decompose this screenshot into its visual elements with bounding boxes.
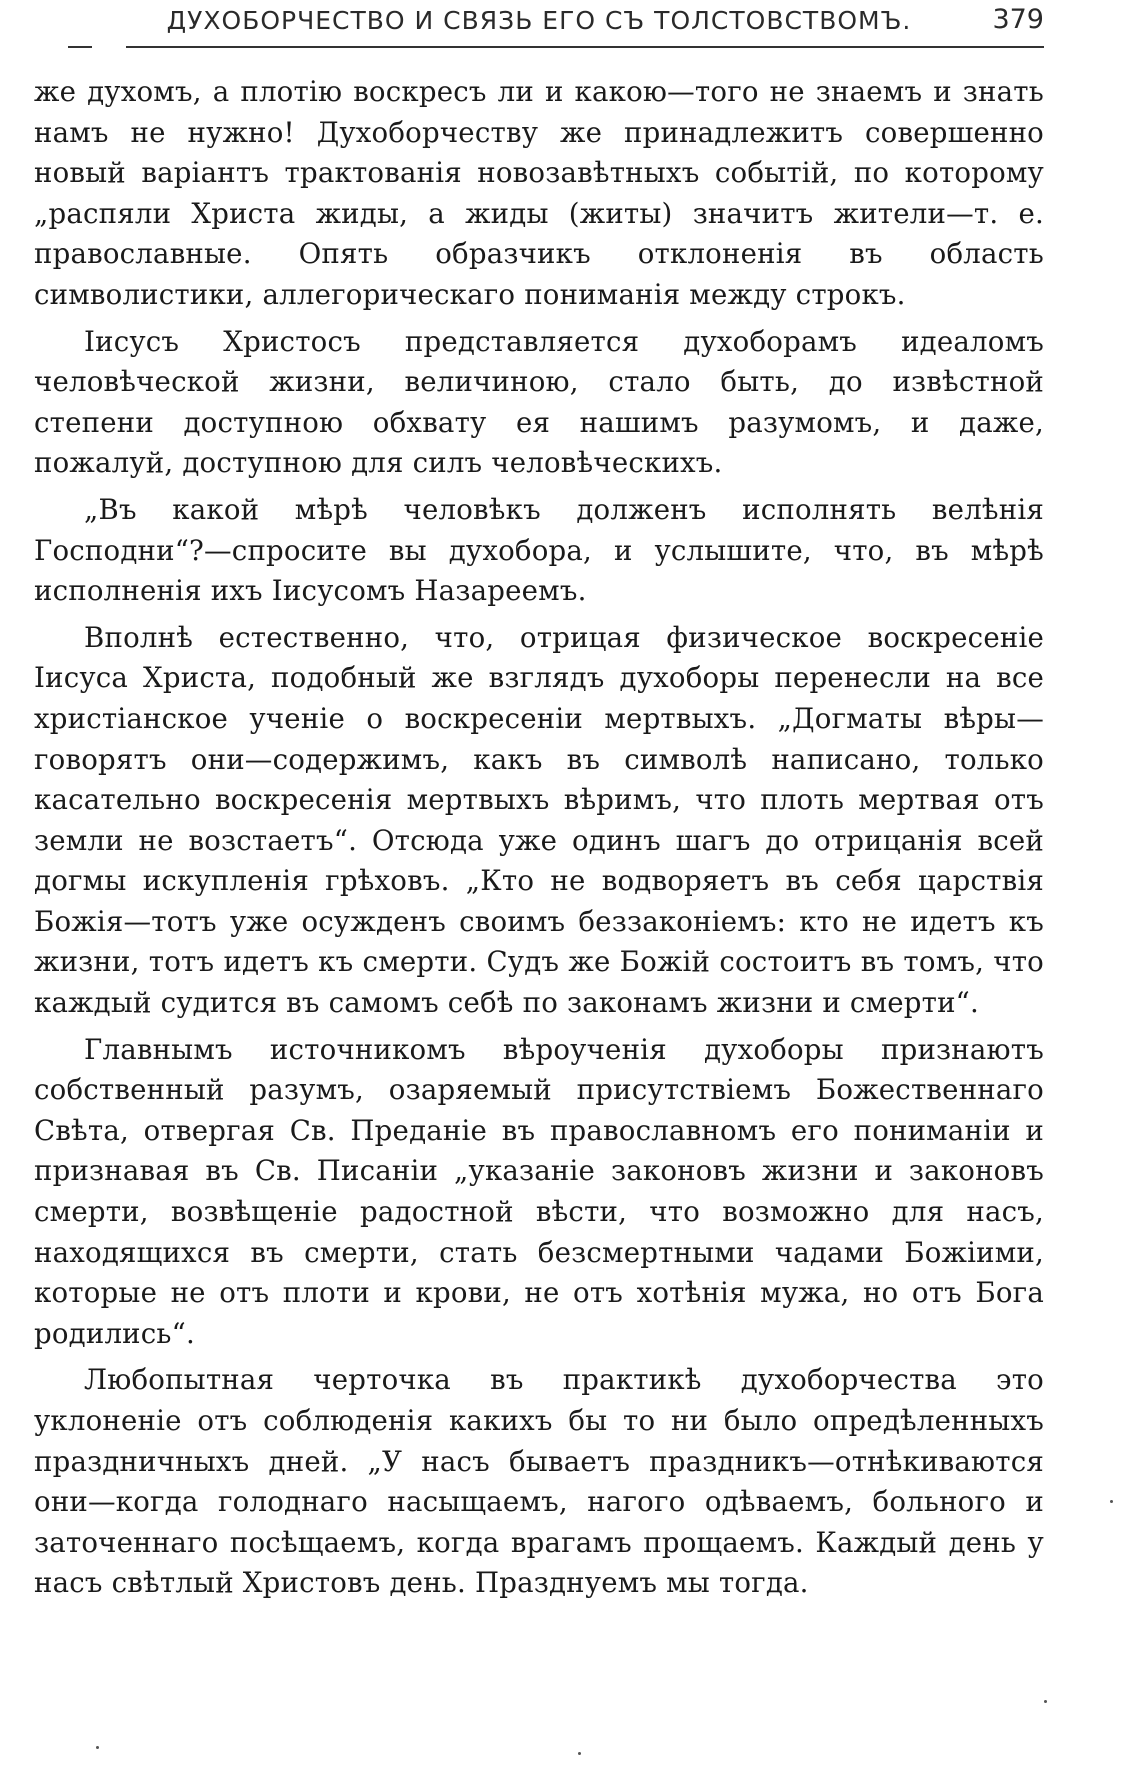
header-rule-gap-left [92,44,126,50]
page-number: 379 [992,4,1044,35]
paper-speck [1110,1500,1113,1503]
paragraph: Главнымъ источникомъ вѣроученія духоборы признаютъ собственный разумъ, озаряемый присутствіемъ Божественнаго Свѣта, отвергая Св. Преданіе въ православномъ его пониманіи и признавая въ Св. Писаніи „указаніе законовъ жизни и законовъ смерти, возвѣщеніе радостной вѣсти, что возможно для насъ, находящихся въ смерти, стать безсмертными чадами Божіими, которые не отъ плоти и крови, не отъ хотѣнія мужа, но отъ Бога родились“. [34,1032,1044,1350]
paragraph: Любопытная черточка въ практикѣ духоборчества это уклоненіе отъ соблюденія какихъ бы то ни было опредѣленныхъ праздничныхъ дней. „У насъ бываетъ праздникъ—отнѣкиваются они—когда голоднаго насыщаемъ, нагого одѣваемъ, больного и заточеннаго посѣщаемъ, когда врагамъ прощаемъ. Каждый день у насъ свѣтлый Христовъ день. Празднуемъ мы тогда. [34,1363,1044,1600]
book-page [34,0,1044,1600]
paragraph: Іисусъ Христосъ представляется духоборамъ идеаломъ человѣческой жизни, величиною, стало быть, до извѣстной степени доступною обхвату ея нашимъ разумомъ, и даже, пожалуй, доступною для силъ человѣческихъ. [34,324,1044,480]
paragraph: Вполнѣ естественно, что, отрицая физическое воскресеніе Іисуса Христа, подобный же взглядъ духоборы перенесли на все христіанское ученіе о воскресеніи мертвыхъ. „Догматы вѣры—говорятъ они—содержимъ, какъ въ символѣ написано, только касательно воскресенія мертвыхъ вѣримъ, что плоть мертвая отъ земли не возстаетъ“. Отсюда уже одинъ шагъ до отрицанія всей догмы искупленія грѣховъ. „Кто не водворяетъ въ себя царствія Божія—тотъ уже осужденъ своимъ беззаконіемъ: кто не идетъ къ жизни, тотъ идетъ къ смерти. Судъ же Божій состоитъ въ томъ, что каждый судится въ самомъ себѣ по законамъ жизни и смерти“. [34,620,1044,1020]
running-title: ДУХОБОРЧЕСТВО И СВЯЗЬ ЕГО СЪ ТОЛСТОВСТВОМЪ. [166,6,912,35]
header-rule-gap-right [34,44,68,50]
paragraph: „Въ какой мѣрѣ человѣкъ долженъ исполнять велѣнія Господни“?—спросите вы духобора, и услышите, что, въ мѣрѣ исполненія ихъ Іисусомъ Назареемъ. [34,492,1044,608]
paper-speck [96,1746,99,1749]
paper-speck [1044,1700,1047,1703]
page-header [34,0,1044,58]
header-rule [34,46,1044,48]
paragraph: же духомъ, а плотію воскресъ ли и какою—того не знаемъ и знать намъ не нужно! Духоборчеству же принадлежитъ совершенно новый варіантъ трактованія новозавѣтныхъ событій, по которому „распяли Христа жиды, а жиды (житы) значитъ жители—т. е. православные. Опять образчикъ отклоненія въ область символистики, аллегорическаго пониманія между строкъ. [34,75,1044,311]
body-text [34,72,1044,1610]
paper-speck [578,1752,581,1755]
